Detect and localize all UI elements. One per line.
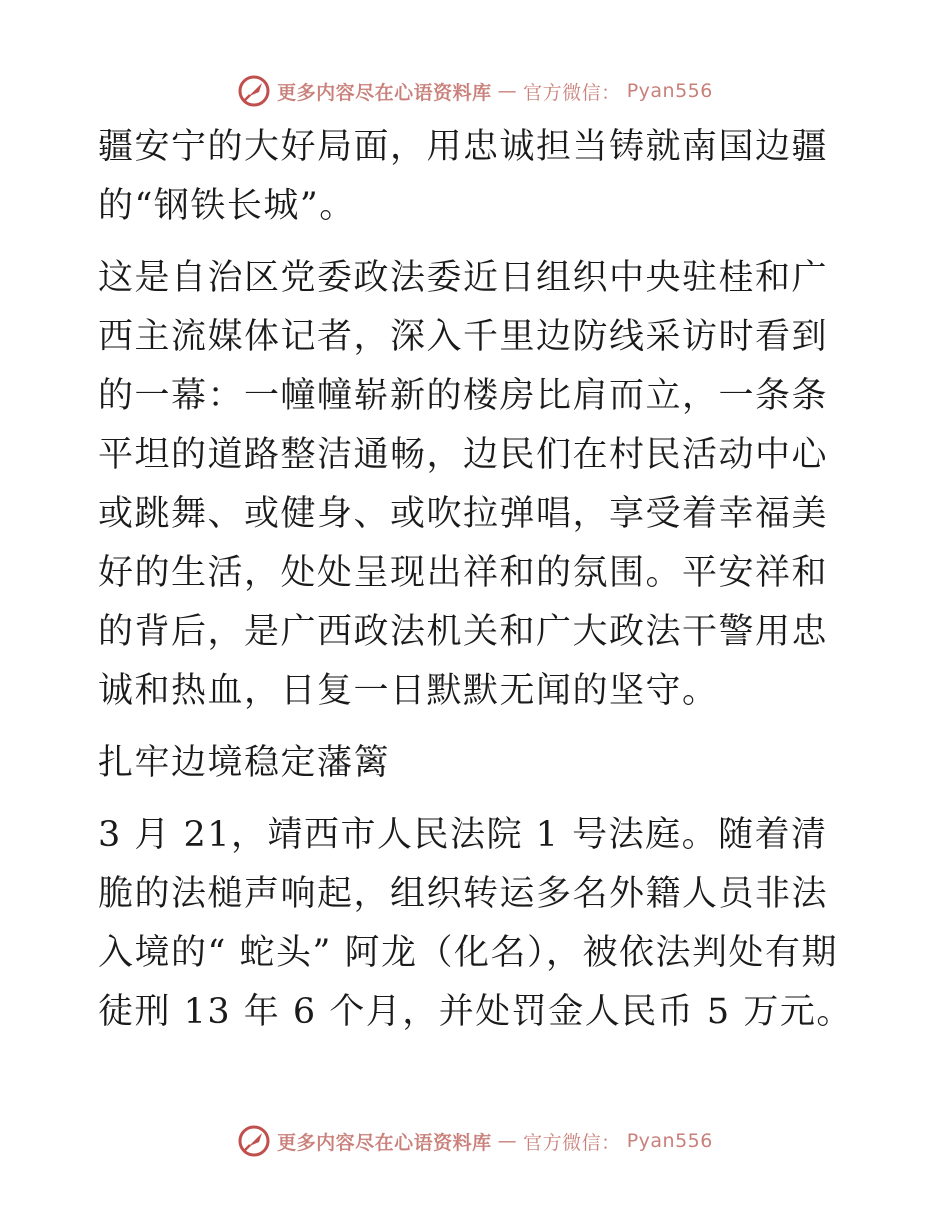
paragraph-3: 3 月 21，靖西市人民法院 1 号法庭。随着清脆的法槌声响起，组织转运多名外籍人员非法入境的“ 蛇头” 阿龙（化名），被依法判处有期徒刑 13 年 6 个月，并处罚金人民币 5 万元。: [98, 815, 853, 1032]
quill-logo-icon: [237, 1124, 271, 1158]
footer-watermark: [0, 1124, 950, 1158]
header-watermark: [0, 74, 950, 108]
watermark-sub-text: 官方微信：: [523, 1131, 621, 1154]
watermark-dash: —: [497, 1130, 518, 1152]
watermark-dash: —: [497, 80, 518, 102]
watermark-sub-text: 官方微信：: [523, 81, 621, 104]
watermark-main-text: 更多内容尽在心语资料库: [277, 81, 492, 104]
paragraph-2: 这是自治区党委政法委近日组织中央驻桂和广西主流媒体记者，深入千里边防线采访时看到的一幕：一幢幢崭新的楼房比肩而立，一条条平坦的道路整洁通畅，边民们在村民活动中心或跳舞、或健身、或吹拉弹唱，享受着幸福美好的生活，处处呈现出祥和的氛围。平安祥和的背后，是广西政法机关和广大政法干警用忠诚和热血，日复一日默默无闻的坚守。: [98, 258, 829, 711]
section-heading: 扎牢边境稳定藩篱: [98, 743, 391, 783]
watermark-account: Pyan556: [626, 80, 713, 102]
watermark-main-text: 更多内容尽在心语资料库: [277, 1131, 492, 1154]
document-body: [98, 118, 858, 1055]
paragraph-1: 疆安宁的大好局面，用忠诚担当铸就南国边疆的“钢铁长城”。: [98, 127, 829, 226]
quill-logo-icon: [237, 74, 271, 108]
watermark-account: Pyan556: [626, 1130, 713, 1152]
